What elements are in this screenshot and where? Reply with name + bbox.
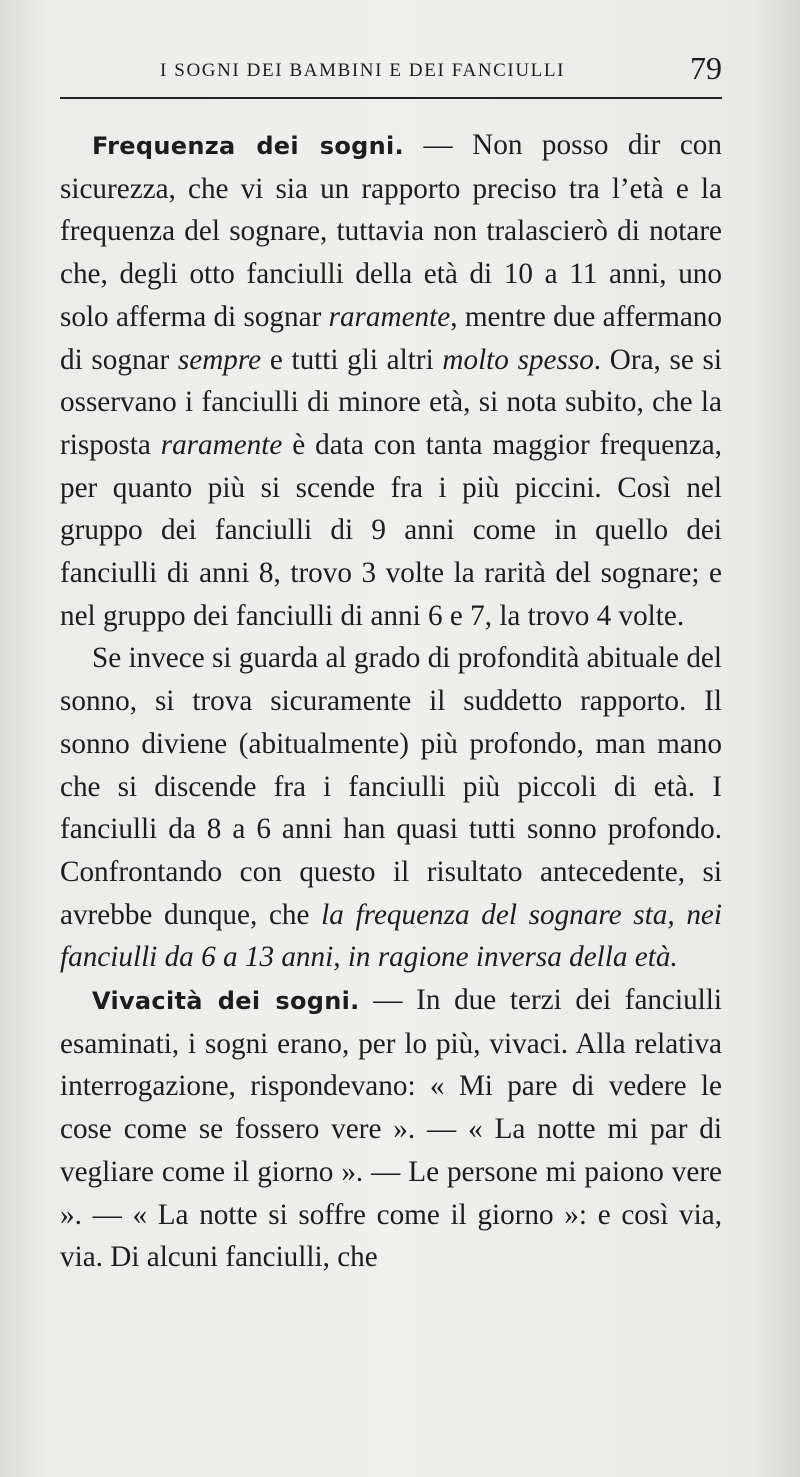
text-run: , mentre due affermano di sognar: [60, 300, 722, 376]
italic-text: raramente: [328, 300, 451, 333]
italic-text: sempre: [177, 343, 262, 376]
text-run: Se invece si guarda al grado di profondità abituale del sonno, si trova sicuramente il suddetto rapporto. Il sonno diviene (abitualmente) più profondo, man mano che si discende fra i fanciulli più piccoli di età. I fanciulli da 8 a 6 anni han quasi tutti sonno profondo. Confrontando con questo il risultato antecedente, si avrebbe dunque, che: [60, 642, 722, 931]
italic-text: la frequenza del sognare sta, nei fanciulli da 6 a 13 anni, in ragione inversa della età.: [60, 898, 722, 974]
italic-text: raramente: [160, 428, 283, 461]
section-heading: Frequenza dei sogni.: [92, 132, 404, 160]
paragraph-text: [60, 984, 722, 1273]
text-run: e tutti gli altri: [261, 343, 443, 376]
page-header: [60, 50, 722, 90]
paragraph-vivacita: [60, 979, 722, 1279]
running-title: I SOGNI DEI BAMBINI E DEI FANCIULLI: [160, 60, 565, 81]
italic-text: molto spesso: [442, 343, 594, 376]
text-run: . Ora, se si osservano i fanciulli di minore età, si nota subito, che la risposta: [60, 343, 722, 461]
header-rule: [60, 97, 722, 99]
page-number: 79: [690, 50, 722, 86]
body-text: [60, 124, 722, 1279]
text-run: — Non posso dir con sicurezza, che vi sia un rapporto preciso tra l’età e la frequenza del sognare, tuttavia non tralascierò di notare che, degli otto fanciulli della età di 10 a 11 anni, uno solo afferma di sognar: [60, 129, 722, 333]
paragraph-frequenza: [60, 124, 722, 637]
text-run: — In due terzi dei fanciulli esaminati, i sogni erano, per lo più, vivaci. Alla relativa interrogazione, rispondevano: « Mi pare di vedere le cose come se fossero vere ». — « La notte mi par di vegliare come il giorno ». — Le persone mi paiono vere ». — « La notte si soffre come il giorno »: e così via, via. Di alcuni fanciulli, che: [60, 984, 723, 1274]
paragraph-text: [60, 129, 722, 632]
text-run: è data con tanta maggior frequenza, per quanto più si scende fra i più piccini. Così nel gruppo dei fanciulli di 9 anni come in quello dei fanciulli di anni 8, trovo 3 volte la rarità del sognare; e nel gruppo dei fanciulli di anni 6 e 7, la trovo 4 volte.: [60, 428, 722, 632]
section-heading: Vivacità dei sogni.: [92, 987, 360, 1016]
paragraph-text: [60, 642, 722, 973]
paragraph-profondita: [60, 637, 722, 979]
